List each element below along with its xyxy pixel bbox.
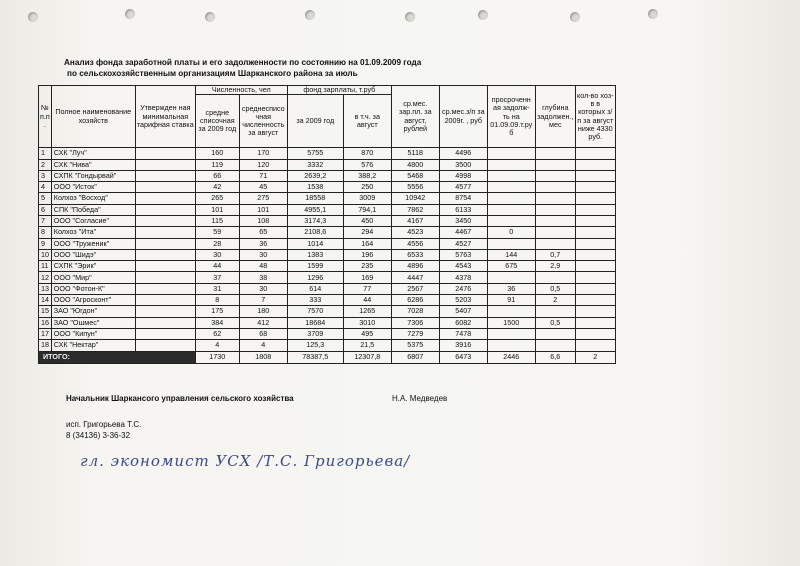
cell-fund-year: 3174,3	[287, 215, 343, 226]
table-row	[39, 283, 616, 294]
cell-overdue	[487, 193, 535, 204]
cell-depth	[535, 204, 575, 215]
cell-avg-aug: 5375	[391, 340, 439, 351]
cell-avg-aug: 4896	[391, 261, 439, 272]
cell-avg-aug: 7028	[391, 306, 439, 317]
farm-name: ЗАО "Югдон"	[51, 306, 135, 317]
header-staff-aug: среднесписо чная численность за август	[239, 95, 287, 148]
cell-count	[575, 148, 615, 159]
total-count: 2	[575, 351, 615, 363]
approved-rate-cell	[135, 328, 195, 339]
table-row	[39, 249, 616, 260]
cell-overdue: 675	[487, 261, 535, 272]
cell-overdue	[487, 204, 535, 215]
cell-staff-aug: 48	[239, 261, 287, 272]
cell-fund-aug: 794,1	[343, 204, 391, 215]
cell-count	[575, 170, 615, 181]
row-number: 3	[39, 170, 52, 181]
cell-depth	[535, 306, 575, 317]
cell-avg-aug: 5468	[391, 170, 439, 181]
approved-rate-cell	[135, 295, 195, 306]
header-staff-avg: средне списочная за 2009 год	[195, 95, 239, 148]
cell-fund-year: 3709	[287, 328, 343, 339]
cell-fund-year: 18684	[287, 317, 343, 328]
approved-rate-cell	[135, 261, 195, 272]
cell-fund-aug: 44	[343, 295, 391, 306]
cell-avg-aug: 4447	[391, 272, 439, 283]
cell-staff-aug: 101	[239, 204, 287, 215]
farm-name: СХК "Нектар"	[51, 340, 135, 351]
approved-rate-cell	[135, 182, 195, 193]
header-count: кол-во хоз-в в которых з/п за август ниже 4330 руб.	[575, 86, 615, 148]
cell-depth	[535, 215, 575, 226]
farm-name: ООО "Фотон-К"	[51, 283, 135, 294]
cell-fund-aug: 3009	[343, 193, 391, 204]
header-approved-rate: Утвержден ная минимальная тарифная ставка	[135, 86, 195, 148]
approved-rate-cell	[135, 159, 195, 170]
cell-avg-aug: 5118	[391, 148, 439, 159]
punch-hole	[570, 12, 580, 22]
cell-staff-avg: 44	[195, 261, 239, 272]
cell-depth	[535, 182, 575, 193]
cell-staff-avg: 265	[195, 193, 239, 204]
header-staff-group: Численность, чел	[195, 86, 287, 95]
punch-hole	[478, 10, 488, 20]
header-overdue: просроченн ая задолж- ть на 01.09.09.т.ру б	[487, 86, 535, 148]
cell-fund-aug: 294	[343, 227, 391, 238]
cell-avg-year: 4378	[439, 272, 487, 283]
cell-staff-avg: 59	[195, 227, 239, 238]
row-number: 12	[39, 272, 52, 283]
cell-avg-year: 6082	[439, 317, 487, 328]
cell-count	[575, 204, 615, 215]
wage-fund-table	[38, 85, 616, 364]
approved-rate-cell	[135, 340, 195, 351]
row-number: 10	[39, 249, 52, 260]
cell-staff-avg: 115	[195, 215, 239, 226]
cell-fund-year: 4955,1	[287, 204, 343, 215]
cell-fund-aug: 169	[343, 272, 391, 283]
cell-overdue	[487, 272, 535, 283]
farm-name: ООО "Кипун"	[51, 328, 135, 339]
doc-title-line2: по сельскохозяйственным организациям Шарканского района за июль	[67, 69, 358, 78]
cell-fund-year: 125,3	[287, 340, 343, 351]
cell-fund-aug: 388,2	[343, 170, 391, 181]
cell-avg-aug: 7306	[391, 317, 439, 328]
header-avg-aug: ср.мес. зар.пл. за август, рублей	[391, 86, 439, 148]
cell-staff-avg: 28	[195, 238, 239, 249]
row-number: 7	[39, 215, 52, 226]
farm-name: ООО "Агросконт"	[51, 295, 135, 306]
cell-fund-aug: 495	[343, 328, 391, 339]
footer-phone: 8 (34136) 3-36-32	[66, 431, 131, 440]
cell-avg-year: 4543	[439, 261, 487, 272]
approved-rate-cell	[135, 215, 195, 226]
farm-name: СХК "Нива"	[51, 159, 135, 170]
cell-overdue	[487, 170, 535, 181]
row-number: 15	[39, 306, 52, 317]
cell-overdue	[487, 340, 535, 351]
cell-depth	[535, 272, 575, 283]
cell-staff-avg: 384	[195, 317, 239, 328]
total-staff-avg: 1730	[195, 351, 239, 363]
row-number: 1	[39, 148, 52, 159]
cell-count	[575, 340, 615, 351]
cell-depth	[535, 227, 575, 238]
cell-depth: 0,7	[535, 249, 575, 260]
cell-avg-aug: 4167	[391, 215, 439, 226]
table-row	[39, 215, 616, 226]
cell-staff-aug: 275	[239, 193, 287, 204]
cell-staff-avg: 4	[195, 340, 239, 351]
cell-avg-year: 4577	[439, 182, 487, 193]
cell-avg-year: 5763	[439, 249, 487, 260]
row-number: 16	[39, 317, 52, 328]
cell-avg-year: 3916	[439, 340, 487, 351]
cell-staff-avg: 62	[195, 328, 239, 339]
cell-staff-aug: 45	[239, 182, 287, 193]
approved-rate-cell	[135, 306, 195, 317]
cell-count	[575, 283, 615, 294]
table-body	[39, 148, 616, 351]
approved-rate-cell	[135, 317, 195, 328]
approved-rate-cell	[135, 238, 195, 249]
approved-rate-cell	[135, 249, 195, 260]
total-row	[39, 351, 616, 363]
header-num: № п.п .	[39, 86, 52, 148]
cell-fund-year: 1383	[287, 249, 343, 260]
cell-depth: 2	[535, 295, 575, 306]
header-avg-year: ср.мес.з/п за 2009г. , руб	[439, 86, 487, 148]
cell-avg-year: 4467	[439, 227, 487, 238]
approved-rate-cell	[135, 283, 195, 294]
cell-staff-aug: 108	[239, 215, 287, 226]
cell-fund-year: 614	[287, 283, 343, 294]
cell-fund-aug: 164	[343, 238, 391, 249]
cell-fund-year: 1296	[287, 272, 343, 283]
farm-name: СХПК "Гондырвай"	[51, 170, 135, 181]
cell-avg-year: 8754	[439, 193, 487, 204]
cell-fund-aug: 450	[343, 215, 391, 226]
cell-overdue	[487, 238, 535, 249]
farm-name: ЗАО "Ошмес"	[51, 317, 135, 328]
total-fund-year: 78387,5	[287, 351, 343, 363]
cell-fund-year: 18558	[287, 193, 343, 204]
cell-staff-avg: 160	[195, 148, 239, 159]
cell-count	[575, 249, 615, 260]
total-fund-aug: 12307,8	[343, 351, 391, 363]
cell-staff-aug: 68	[239, 328, 287, 339]
row-number: 5	[39, 193, 52, 204]
cell-depth	[535, 328, 575, 339]
cell-fund-aug: 3010	[343, 317, 391, 328]
cell-staff-avg: 37	[195, 272, 239, 283]
punch-hole	[125, 9, 135, 19]
cell-depth	[535, 340, 575, 351]
cell-overdue: 36	[487, 283, 535, 294]
total-overdue: 2446	[487, 351, 535, 363]
cell-fund-aug: 250	[343, 182, 391, 193]
table-row	[39, 238, 616, 249]
row-number: 13	[39, 283, 52, 294]
cell-staff-aug: 120	[239, 159, 287, 170]
cell-avg-year: 5407	[439, 306, 487, 317]
cell-staff-aug: 180	[239, 306, 287, 317]
table-row	[39, 148, 616, 159]
doc-title-line1: Анализ фонда заработной платы и его задолженности по состоянию на 01.09.2009 года	[64, 58, 422, 67]
cell-avg-year: 4998	[439, 170, 487, 181]
row-number: 17	[39, 328, 52, 339]
cell-fund-year: 2108,6	[287, 227, 343, 238]
cell-overdue	[487, 182, 535, 193]
cell-avg-year: 4527	[439, 238, 487, 249]
cell-staff-aug: 4	[239, 340, 287, 351]
table-row	[39, 328, 616, 339]
table-row	[39, 182, 616, 193]
cell-count	[575, 317, 615, 328]
cell-staff-avg: 119	[195, 159, 239, 170]
cell-staff-aug: 170	[239, 148, 287, 159]
cell-fund-aug: 196	[343, 249, 391, 260]
cell-avg-year: 6133	[439, 204, 487, 215]
cell-depth: 0,5	[535, 317, 575, 328]
cell-avg-aug: 7279	[391, 328, 439, 339]
cell-depth	[535, 193, 575, 204]
punch-hole	[648, 9, 658, 19]
punch-hole	[205, 12, 215, 22]
cell-depth	[535, 148, 575, 159]
table-row	[39, 272, 616, 283]
header-depth: глубина задолжен., мес	[535, 86, 575, 148]
cell-avg-year: 4496	[439, 148, 487, 159]
farm-name: ООО "Согласие"	[51, 215, 135, 226]
cell-avg-year: 3500	[439, 159, 487, 170]
cell-overdue: 144	[487, 249, 535, 260]
cell-staff-avg: 42	[195, 182, 239, 193]
cell-depth	[535, 159, 575, 170]
cell-fund-year: 3332	[287, 159, 343, 170]
cell-staff-aug: 36	[239, 238, 287, 249]
row-number: 11	[39, 261, 52, 272]
cell-fund-year: 1538	[287, 182, 343, 193]
total-staff-aug: 1808	[239, 351, 287, 363]
cell-fund-aug: 21,5	[343, 340, 391, 351]
approved-rate-cell	[135, 193, 195, 204]
cell-staff-avg: 30	[195, 249, 239, 260]
table-row	[39, 317, 616, 328]
table-row	[39, 170, 616, 181]
farm-name: ООО "Исток"	[51, 182, 135, 193]
cell-avg-year: 7478	[439, 328, 487, 339]
farm-name: Колхоз "Ита"	[51, 227, 135, 238]
cell-avg-year: 3450	[439, 215, 487, 226]
row-number: 18	[39, 340, 52, 351]
table-row	[39, 295, 616, 306]
farm-name: ООО "Мир"	[51, 272, 135, 283]
row-number: 9	[39, 238, 52, 249]
approved-rate-cell	[135, 204, 195, 215]
cell-staff-avg: 175	[195, 306, 239, 317]
cell-staff-aug: 71	[239, 170, 287, 181]
total-depth: 6,6	[535, 351, 575, 363]
cell-avg-aug: 6286	[391, 295, 439, 306]
cell-avg-aug: 10942	[391, 193, 439, 204]
approved-rate-cell	[135, 272, 195, 283]
cell-fund-year: 1599	[287, 261, 343, 272]
handwritten-note: гл. экономист УСХ /Т.С. Григорьева/	[80, 452, 411, 470]
punch-hole	[28, 12, 38, 22]
cell-depth: 2,9	[535, 261, 575, 272]
row-number: 2	[39, 159, 52, 170]
header-fund-year: за 2009 год	[287, 95, 343, 148]
farm-name: ООО "Шидэ"	[51, 249, 135, 260]
cell-staff-aug: 7	[239, 295, 287, 306]
cell-fund-aug: 1265	[343, 306, 391, 317]
cell-fund-year: 7570	[287, 306, 343, 317]
cell-staff-avg: 101	[195, 204, 239, 215]
farm-name: СПК "Победа"	[51, 204, 135, 215]
cell-overdue	[487, 328, 535, 339]
header-fund-aug: в т.ч. за август	[343, 95, 391, 148]
cell-count	[575, 261, 615, 272]
row-number: 8	[39, 227, 52, 238]
cell-fund-year: 5755	[287, 148, 343, 159]
table-row	[39, 193, 616, 204]
cell-count	[575, 238, 615, 249]
cell-fund-year: 1014	[287, 238, 343, 249]
cell-fund-aug: 576	[343, 159, 391, 170]
header-name: Полное наименование хозяйств	[51, 86, 135, 148]
cell-overdue	[487, 159, 535, 170]
cell-count	[575, 306, 615, 317]
cell-overdue	[487, 148, 535, 159]
cell-overdue	[487, 215, 535, 226]
cell-overdue: 1500	[487, 317, 535, 328]
cell-count	[575, 182, 615, 193]
cell-count	[575, 193, 615, 204]
cell-count	[575, 215, 615, 226]
cell-staff-aug: 65	[239, 227, 287, 238]
cell-staff-aug: 38	[239, 272, 287, 283]
cell-avg-aug: 7862	[391, 204, 439, 215]
table-row	[39, 261, 616, 272]
cell-count	[575, 272, 615, 283]
cell-count	[575, 295, 615, 306]
table-row	[39, 340, 616, 351]
cell-fund-year: 2639,2	[287, 170, 343, 181]
farm-name: ООО "Труженик"	[51, 238, 135, 249]
cell-fund-aug: 77	[343, 283, 391, 294]
cell-depth: 0,5	[535, 283, 575, 294]
cell-avg-aug: 4800	[391, 159, 439, 170]
cell-depth	[535, 238, 575, 249]
footer-executor: исп. Григорьева Т.С.	[66, 420, 142, 429]
approved-rate-cell	[135, 170, 195, 181]
cell-fund-aug: 235	[343, 261, 391, 272]
table-row	[39, 159, 616, 170]
table-row	[39, 306, 616, 317]
farm-name: Колхоз "Восход"	[51, 193, 135, 204]
cell-avg-aug: 4556	[391, 238, 439, 249]
cell-overdue: 0	[487, 227, 535, 238]
footer-head-name: Н.А. Медведев	[392, 394, 448, 403]
cell-depth	[535, 170, 575, 181]
cell-avg-year: 2476	[439, 283, 487, 294]
cell-avg-aug: 5556	[391, 182, 439, 193]
cell-fund-year: 333	[287, 295, 343, 306]
cell-avg-aug: 2567	[391, 283, 439, 294]
cell-overdue	[487, 306, 535, 317]
total-avg-year: 6473	[439, 351, 487, 363]
total-avg-aug: 6807	[391, 351, 439, 363]
total-label: ИТОГО:	[39, 351, 196, 363]
cell-staff-aug: 30	[239, 249, 287, 260]
cell-staff-aug: 30	[239, 283, 287, 294]
cell-avg-aug: 4523	[391, 227, 439, 238]
approved-rate-cell	[135, 227, 195, 238]
cell-staff-aug: 412	[239, 317, 287, 328]
farm-name: СХК "Луч"	[51, 148, 135, 159]
farm-name: СХПК "Эрик"	[51, 261, 135, 272]
punch-hole	[405, 12, 415, 22]
row-number: 14	[39, 295, 52, 306]
cell-count	[575, 328, 615, 339]
row-number: 6	[39, 204, 52, 215]
cell-count	[575, 159, 615, 170]
table-row	[39, 204, 616, 215]
cell-overdue: 91	[487, 295, 535, 306]
punch-hole	[305, 10, 315, 20]
cell-count	[575, 227, 615, 238]
cell-staff-avg: 31	[195, 283, 239, 294]
cell-avg-aug: 6533	[391, 249, 439, 260]
cell-staff-avg: 66	[195, 170, 239, 181]
approved-rate-cell	[135, 148, 195, 159]
table-row	[39, 227, 616, 238]
cell-staff-avg: 8	[195, 295, 239, 306]
header-fund-group: фонд зарплаты, т.руб	[287, 86, 391, 95]
row-number: 4	[39, 182, 52, 193]
footer-head-title: Начальник Шаркансого управления сельского хозяйства	[66, 394, 294, 403]
cell-avg-year: 5203	[439, 295, 487, 306]
cell-fund-aug: 870	[343, 148, 391, 159]
